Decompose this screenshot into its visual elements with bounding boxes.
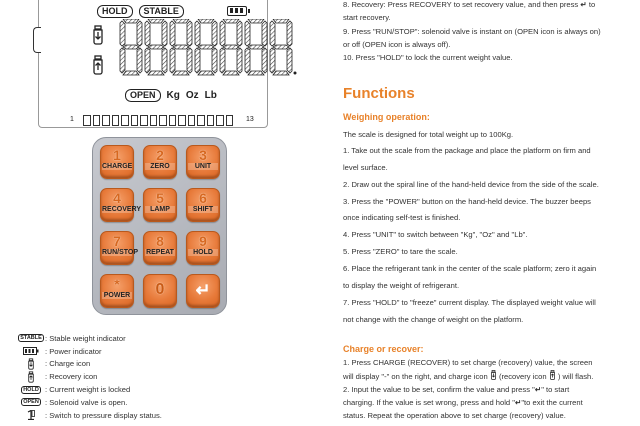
- weighing-step-3: 3. Press the "POWER" button on the hand-held device. The buzzer beeps: [343, 197, 591, 206]
- keypad: [92, 137, 227, 315]
- enter-icon: ↵: [534, 385, 542, 394]
- stable-tag-icon: STABLE: [20, 335, 42, 342]
- pressure-scale-bar: [62, 112, 266, 128]
- key-6-shift[interactable]: 6 SHIFT: [186, 188, 220, 222]
- key-1-charge[interactable]: 1 CHARGE: [100, 145, 134, 179]
- weighing-step-3-cont: once indicating self-test is finished.: [343, 213, 461, 222]
- step-9-continued: or off (OPEN icon is always off).: [343, 40, 451, 49]
- weighing-intro: The scale is designed for total weight up to 100Kg.: [343, 130, 514, 139]
- lcd-top-indicators: [97, 5, 184, 18]
- key-power[interactable]: * POWER: [100, 274, 134, 308]
- hold-indicator: HOLD: [97, 5, 133, 18]
- weighing-step-6: 6. Place the refrigerant tank in the center of the scale platform; zero it again: [343, 264, 597, 273]
- recovery-icon: [91, 55, 105, 75]
- battery-icon: [227, 6, 247, 16]
- key-7-run-stop[interactable]: 7 RUN/STOP: [100, 231, 134, 265]
- legend-item: : Switch to pressure display status.: [20, 409, 162, 422]
- legend-item: : Power indicator: [20, 345, 162, 358]
- key-2-zero[interactable]: 2 ZERO: [143, 145, 177, 179]
- weighing-step-6-cont: to display the weight of refrigerant.: [343, 281, 460, 290]
- scale-cells: [83, 115, 233, 126]
- unit-kg: Kg: [166, 90, 180, 101]
- enter-icon: ↵: [580, 0, 587, 9]
- recovery-legend-icon: [27, 371, 35, 383]
- key-4-recovery[interactable]: 4 RECOVERY: [100, 188, 134, 222]
- charge-step-2-end: status. Repeat the operation above to set charge (recovery) value.: [343, 411, 566, 420]
- weighing-step-1: 1. Take out the scale from the package and place the platform on firm and: [343, 146, 591, 155]
- weighing-step-4: 4. Press "UNIT" to switch between "Kg", "Oz" and "Lb".: [343, 230, 528, 239]
- weighing-step-1-cont: level surface.: [343, 163, 388, 172]
- charge-step-2: 2. Input the value to be set, confirm the value and press "↵" to start: [343, 385, 570, 394]
- charge-step-1: 1. Press CHARGE (RECOVER) to set charge (recovery) value, the screen: [343, 358, 593, 367]
- recovery-icon: [549, 370, 556, 380]
- key-8-repeat[interactable]: 8 REPEAT: [143, 231, 177, 265]
- unit-lb: Lb: [204, 90, 217, 101]
- legend-item: : Charge icon: [20, 358, 162, 371]
- battery-legend-icon: [23, 347, 39, 355]
- charge-recover-heading: Charge or recover:: [343, 344, 424, 354]
- legend-item: HOLD : Current weight is locked: [23, 385, 131, 395]
- charge-icon: [490, 370, 497, 380]
- unit-oz: Oz: [185, 90, 199, 101]
- charge-step-1-cont: will display "-" on the right, and charge icon (recovery icon ) will flash.: [343, 372, 594, 381]
- functions-heading: Functions: [343, 85, 415, 102]
- enter-icon: ↵: [514, 398, 522, 407]
- legend-item: OPEN : Solenoid valve is open.: [23, 397, 128, 407]
- step-9-run-stop: 9. Press "RUN/STOP": solenoid valve is instant on (OPEN icon is always on): [343, 27, 601, 36]
- pressure-legend-icon: [27, 410, 35, 420]
- scale-start-label: 1: [70, 116, 74, 123]
- weighing-step-7: 7. Press "HOLD" to "freeze" current display. The displayed weight value will: [343, 298, 596, 307]
- step-10-hold: 10. Press "HOLD" to lock the current weight value.: [343, 53, 513, 62]
- enter-icon: ↵: [195, 280, 211, 300]
- open-indicator: OPEN: [125, 89, 161, 102]
- key-enter[interactable]: [186, 274, 220, 308]
- step-8-recovery: 8. Recovery: Press RECOVERY to set recovery value, and then press ↵ to: [343, 0, 596, 9]
- icon-legend: [20, 332, 162, 422]
- charge-legend-icon: [27, 358, 35, 370]
- charge-step-2-cont: charging. If the value is set wrong, press and hold "↵"to exit the current: [343, 398, 583, 407]
- open-tag-icon: OPEN: [23, 399, 39, 406]
- lcd-side-tab: [33, 27, 41, 53]
- legend-item: STABLE : Stable weight indicator: [20, 333, 126, 343]
- legend-item: : Recovery icon: [20, 370, 162, 383]
- key-3-unit[interactable]: 3 UNIT: [186, 145, 220, 179]
- stable-indicator: STABLE: [139, 5, 184, 18]
- seven-segment-digits: [119, 19, 297, 77]
- weighing-heading: Weighing operation:: [343, 112, 430, 122]
- key-0[interactable]: 0: [143, 274, 177, 308]
- scale-end-label: 13: [246, 116, 254, 123]
- key-9-hold[interactable]: 9 HOLD: [186, 231, 220, 265]
- charge-icon: [91, 25, 105, 45]
- lcd-display: [38, 0, 268, 128]
- weighing-step-5: 5. Press "ZERO" to tare the scale.: [343, 247, 458, 256]
- key-5-lamp[interactable]: 5 LAMP: [143, 188, 177, 222]
- hold-tag-icon: HOLD: [23, 386, 39, 393]
- weighing-step-2: 2. Draw out the spiral line of the hand-held device from the side of the scale.: [343, 180, 599, 189]
- lcd-bottom-indicators: [125, 89, 217, 102]
- weighing-step-7-cont: not change with the change of weight on the platform.: [343, 315, 524, 324]
- step-8-continued: start recovery.: [343, 13, 391, 22]
